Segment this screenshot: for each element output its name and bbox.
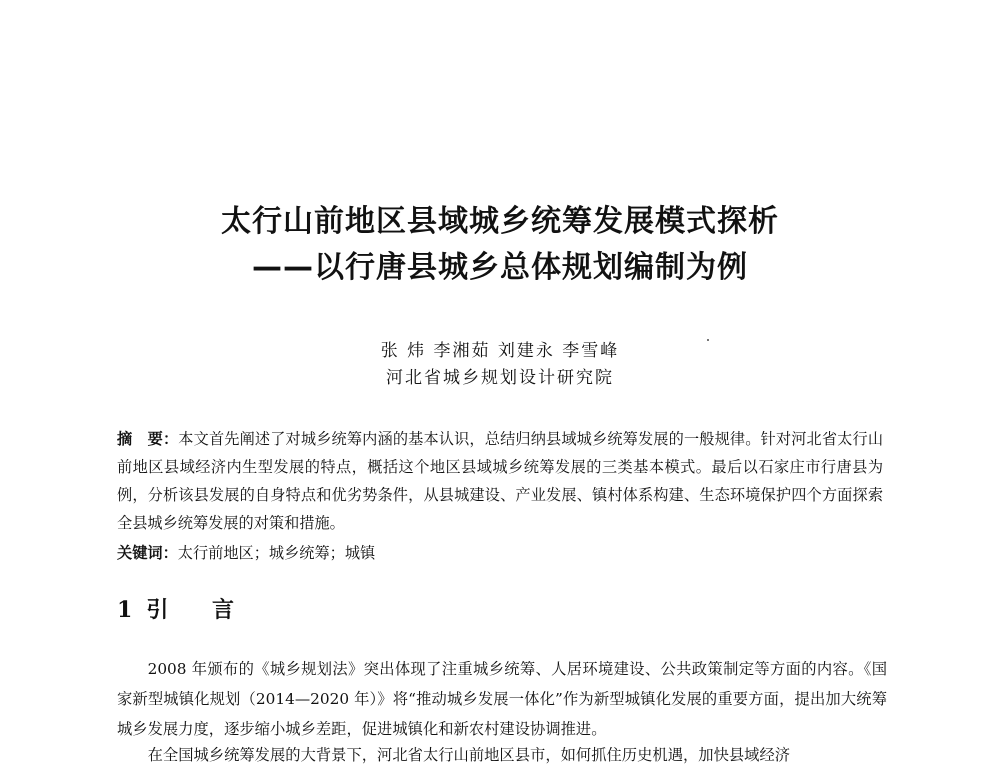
keywords-text: 太行前地区；城乡统筹；城镇	[177, 544, 376, 562]
abstract-label: 摘 要：	[117, 430, 179, 448]
abstract-text: 本文首先阐述了对城乡统筹内涵的基本认识，总结归纳县域城乡统筹发展的一般规律。针对河北省太行山前地区县域经济内生型发展的特点，概括这个地区县域城乡统筹发展的三类基本模式。最后以石家庄市行唐县为例，分析该县发展的自身特点和优劣势条件，从县城建设、产业发展、镇村体系构建、生态环境保护四个方面探索全县城乡统筹发展的对策和措施。	[117, 430, 884, 532]
section-number: 1	[117, 597, 133, 623]
author-list: 张 炜 李湘茹 刘建永 李雪峰	[380, 341, 620, 361]
author-affiliation: 河北省城乡规划设计研究院	[386, 368, 614, 388]
scan-speck	[707, 339, 709, 341]
abstract	[117, 425, 883, 537]
section-heading	[117, 593, 252, 627]
paper-subtitle: ——以行唐县城乡总体规划编制为例	[252, 250, 748, 285]
section-title: 引 言	[146, 597, 252, 623]
paper-title: 太行山前地区县域城乡统筹发展模式探析	[221, 204, 779, 239]
body-paragraph-1: 2008 年颁布的《城乡规划法》突出体现了注重城乡统筹、人居环境建设、公共政策制定等方面的内容。《国家新型城镇化规划（2014—2020 年）》将“推动城乡发展一体化”作为新型城镇化发展的重要方面，提出加大统筹城乡发展力度，逐步缩小城乡差距，促进城镇化和新农村建设协调推进。	[117, 660, 887, 738]
keywords-label: 关键词：	[117, 544, 178, 562]
body-paragraph-2: 在全国城乡统筹发展的大背景下，河北省太行山前地区县市，如何抓住历史机遇，加快县域经济	[147, 746, 791, 764]
keywords	[117, 539, 883, 567]
